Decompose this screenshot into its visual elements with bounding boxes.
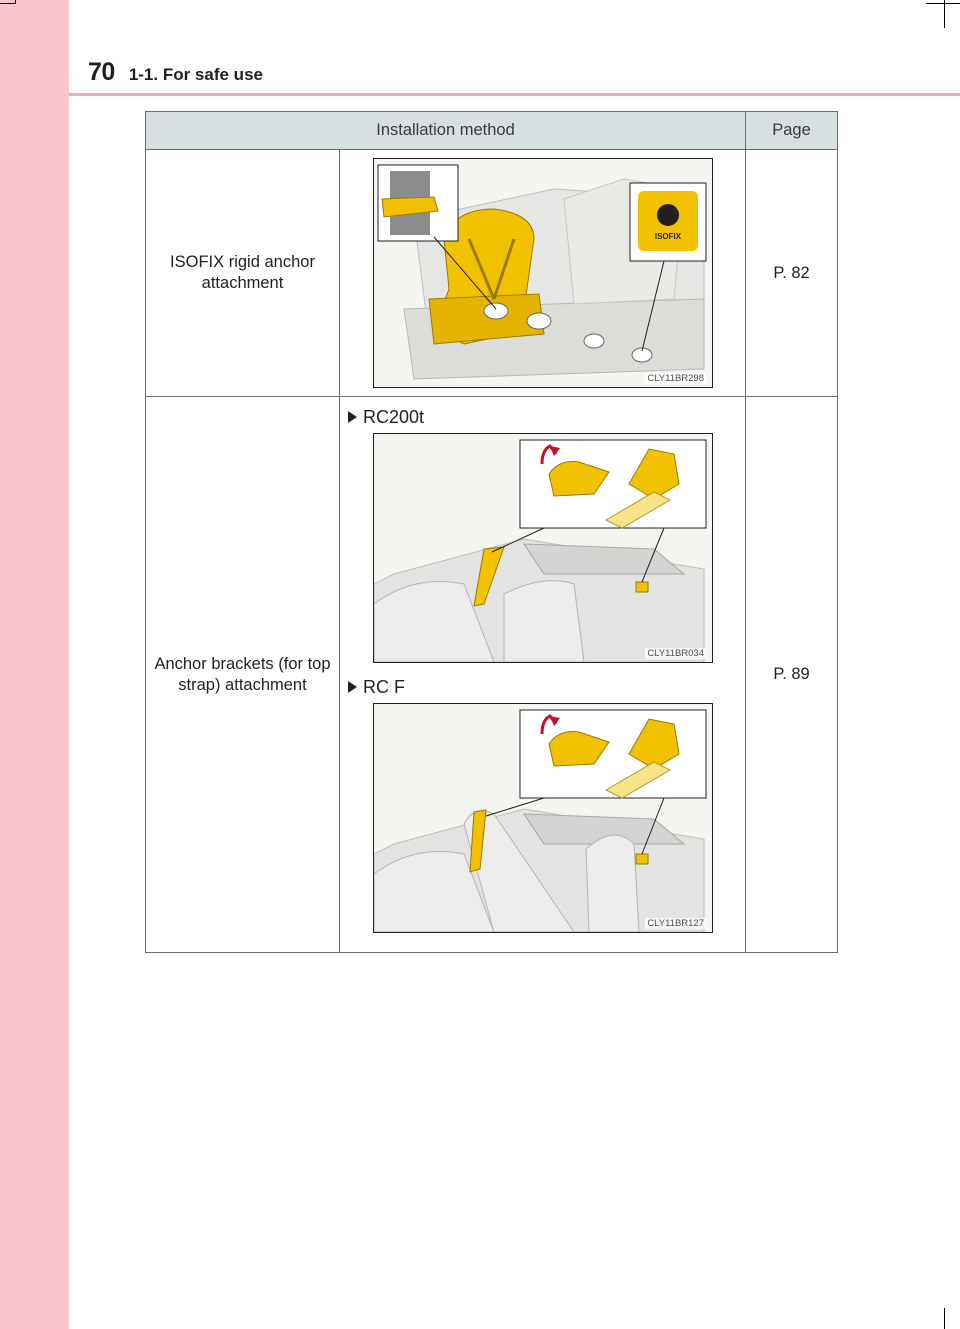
- illustration-code: CLY11BR298: [647, 373, 704, 384]
- section-title: 1-1. For safe use: [128, 65, 263, 84]
- page-header: [88, 58, 263, 92]
- illustration-cell: [340, 150, 746, 397]
- illustration-code: CLY11BR127: [647, 918, 704, 929]
- rc200t-illustration: [373, 433, 713, 663]
- page-number: 70: [88, 58, 115, 86]
- table-row: [146, 397, 838, 953]
- method-cell: [146, 150, 340, 397]
- crop-mark: [944, 1308, 945, 1329]
- installation-table: [145, 111, 838, 953]
- method-cell: [146, 397, 340, 953]
- crop-mark: [15, 0, 16, 4]
- column-header-installation-method: Installation method: [146, 112, 746, 150]
- column-header-page: Page: [746, 112, 838, 150]
- variant-text: RC F: [363, 676, 405, 697]
- table-header-row: [146, 112, 838, 150]
- variant-text: RC200t: [363, 406, 425, 427]
- header-rule: [69, 93, 960, 96]
- crop-mark: [926, 3, 960, 4]
- page-reference: P. 82: [773, 263, 810, 282]
- table-row: [146, 150, 838, 397]
- side-color-band: [0, 0, 69, 1329]
- illustration-cell: [340, 397, 746, 953]
- method-text: ISOFIX rigid anchor attachment: [170, 253, 315, 292]
- variant-label-rc-f: [348, 677, 745, 697]
- crop-mark: [944, 0, 945, 28]
- method-text: Anchor brackets (for top strap) attachment: [154, 654, 331, 694]
- isofix-seat-drawing: [374, 159, 712, 387]
- bullet-triangle-icon: [348, 681, 357, 693]
- bullet-triangle-icon: [348, 411, 357, 423]
- page-reference-cell: [746, 150, 838, 397]
- isofix-inset-label: ISOFIX: [654, 232, 682, 241]
- rc-f-seat-drawing: [374, 704, 712, 932]
- rc-f-illustration: [373, 703, 713, 933]
- isofix-illustration: [373, 158, 713, 388]
- page-reference-cell: [746, 397, 838, 953]
- variant-label-rc200t: [348, 407, 745, 427]
- page-reference: P. 89: [773, 665, 810, 683]
- illustration-code: CLY11BR034: [647, 648, 704, 659]
- crop-mark: [0, 3, 15, 4]
- rc200t-seat-drawing: [374, 434, 712, 662]
